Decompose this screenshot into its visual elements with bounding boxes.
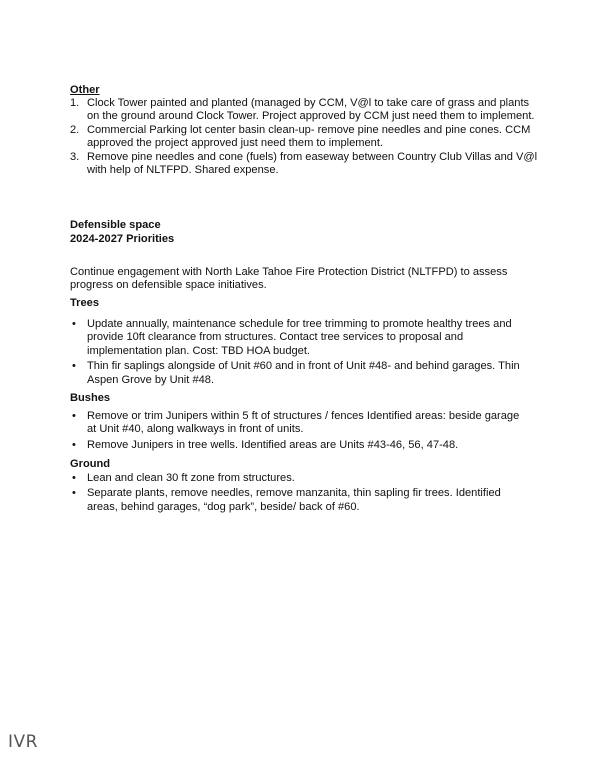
list-item [70, 151, 540, 178]
list-item [70, 124, 540, 151]
list-item [70, 360, 530, 387]
other-list [70, 97, 540, 177]
list-item [70, 97, 540, 124]
list-item-text: Clock Tower painted and planted (managed by CCM, V@l to take care of grass and plants on the ground around Clock Tower. Project approved by CCM just need them to implement. [87, 97, 535, 123]
list-item-text: Remove or trim Junipers within 5 ft of structures / fences Identified areas: beside garage at Unit #40, along walkways in front of units. [87, 410, 520, 436]
trees-list [70, 318, 530, 389]
list-number: 2. [70, 123, 80, 136]
list-number: 1. [70, 97, 80, 109]
bullet-icon: • [72, 487, 76, 500]
list-item [70, 318, 530, 358]
list-item [70, 472, 530, 485]
ground-list [70, 472, 530, 516]
list-item-text: Lean and clean 30 ft zone from structures. [87, 472, 295, 484]
defensible-space-title: Defensible space [70, 219, 161, 231]
priorities-subtitle: 2024-2027 Priorities [70, 233, 175, 245]
list-item-text: Commercial Parking lot center basin clean-up- remove pine needles and pine cones. CCM approved the project approved just need them to implement. [87, 123, 531, 150]
list-item [70, 439, 530, 452]
watermark-label: IVR [8, 732, 38, 752]
bullet-icon: • [72, 438, 76, 451]
list-item [70, 410, 530, 437]
list-item [70, 487, 530, 514]
bushes-heading: Bushes [70, 392, 111, 404]
list-item-text: Update annually, maintenance schedule for tree trimming to promote healthy trees and provide 10ft clearance from structures. Contact tree services to proposal and implementation plan. Cost: TBD HOA budget. [87, 318, 512, 357]
list-item-text: Remove pine needles and cone (fuels) from easeway between Country Club Villas and V@l with help of NLTFPD. Shared expense. [87, 150, 538, 177]
bullet-icon: • [72, 318, 76, 330]
list-number: 3. [70, 150, 80, 163]
list-item-text: Remove Junipers in tree wells. Identified areas are Units #43-46, 56, 47-48. [87, 438, 459, 451]
intro-paragraph: Continue engagement with North Lake Tahoe Fire Protection District (NLTFPD) to assess progress on defensible space initiatives. [70, 266, 508, 292]
trees-heading: Trees [70, 297, 99, 309]
ground-heading: Ground [70, 458, 111, 470]
bullet-icon: • [72, 410, 76, 422]
list-item-text: Separate plants, remove needles, remove manzanita, thin sapling fir trees. Identified areas, behind garages, “dog park”, beside/ back of #60. [87, 487, 501, 513]
other-heading: Other [70, 84, 100, 96]
bullet-icon: • [72, 360, 76, 373]
bushes-list [70, 410, 530, 454]
list-item-text: Thin fir saplings alongside of Unit #60 and in front of Unit #48- and behind garages. Thin Aspen Grove by Unit #48. [87, 360, 520, 386]
bullet-icon: • [72, 472, 76, 484]
